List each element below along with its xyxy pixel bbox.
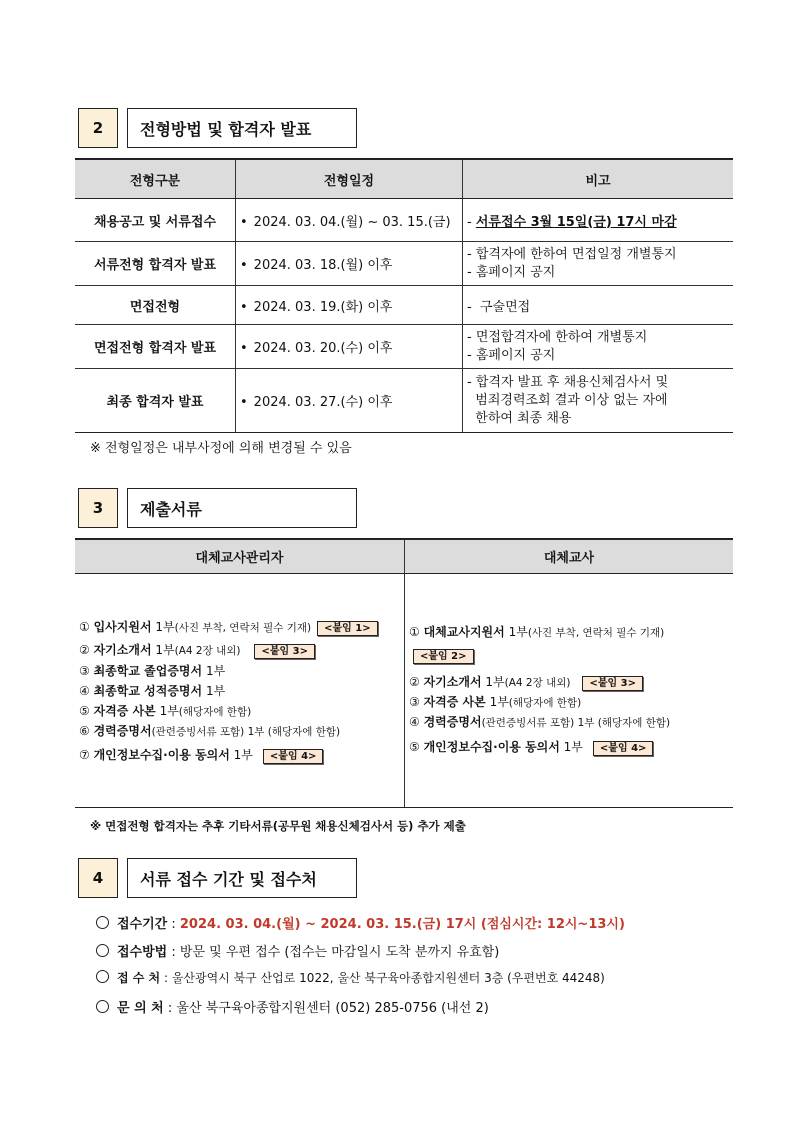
col-header-manager: 대체교사관리자 — [75, 540, 404, 574]
list-item: ④ 최종학교 성적증명서 1부 — [79, 684, 226, 698]
note-cell: - 합격자에 한하여 면접일정 개별통지 - 홈페이지 공지 — [463, 242, 734, 286]
list-item — [413, 646, 474, 664]
reception-period: 접수기간 : 2024. 03. 04.(월) ~ 2024. 03. 15.(금) 17시 (점심시간: 12시~13시) — [96, 913, 625, 932]
table-row — [75, 369, 733, 433]
date-cell: • 2024. 03. 18.(월) 이후 — [236, 242, 463, 286]
circle-bullet-icon — [96, 1000, 109, 1013]
section-4-header — [78, 858, 357, 898]
section-title: 제출서류 — [127, 488, 357, 528]
list-item: ③ 자격증 사본 1부(해당자에 한함) — [409, 695, 582, 709]
reception-contact: 문 의 처 : 울산 북구육아종합지원센터 (052) 285-0756 (내선 2) — [96, 997, 489, 1016]
list-item: ⑥ 경력증명서(관련증빙서류 포함) 1부 (해당자에 한함) — [79, 724, 341, 738]
attachment-tag: <붙임 2> — [413, 649, 474, 664]
note-cell: - 서류접수 3월 15일(금) 17시 마감 — [463, 199, 734, 242]
section-number: 2 — [78, 108, 118, 148]
attachment-tag: <붙임 3> — [254, 644, 315, 659]
list-item: ④ 경력증명서(관련증빙서류 포함) 1부 (해당자에 한함) — [409, 715, 671, 729]
column-divider — [404, 540, 405, 807]
date-cell: • 2024. 03. 20.(수) 이후 — [236, 325, 463, 369]
stage-cell: 면접전형 — [75, 286, 236, 325]
col-header-stage: 전형구분 — [75, 159, 236, 199]
col-header-teacher: 대체교사 — [405, 540, 733, 574]
attachment-tag: <붙임 3> — [582, 676, 643, 691]
list-item: ① 대체교사지원서 1부(사진 부착, 연락처 필수 기재) — [409, 625, 665, 639]
section-number: 4 — [78, 858, 118, 898]
attachment-tag: <붙임 1> — [317, 621, 378, 636]
table-row — [75, 199, 733, 242]
documents-footnote: ※ 면접전형 합격자는 추후 기타서류(공무원 채용신체검사서 등) 추가 제출 — [90, 819, 466, 833]
list-item: ① 입사지원서 1부(사진 부착, 연락처 필수 기재) <붙임 1> — [79, 618, 378, 637]
stage-cell: 서류전형 합격자 발표 — [75, 242, 236, 286]
attachment-tag: <붙임 4> — [263, 749, 324, 764]
documents-table — [75, 538, 733, 808]
list-item: ② 자기소개서 1부(A4 2장 내외) <붙임 3> — [409, 673, 643, 692]
note-cell: - 구술면접 — [463, 286, 734, 325]
col-header-date: 전형일정 — [236, 159, 463, 199]
section-number: 3 — [78, 488, 118, 528]
list-item: ⑤ 자격증 사본 1부(해당자에 한함) — [79, 704, 252, 718]
table-row — [75, 325, 733, 369]
stage-cell: 최종 합격자 발표 — [75, 369, 236, 433]
list-item: ② 자기소개서 1부(A4 2장 내외) <붙임 3> — [79, 641, 315, 660]
reception-place: 접 수 처 : 울산광역시 북구 산업로 1022, 울산 북구육아종합지원센터 3층 (우편번호 44248) — [96, 969, 605, 986]
list-item: ⑦ 개인정보수집·이용 동의서 1부 <붙임 4> — [79, 746, 323, 764]
date-cell: • 2024. 03. 04.(월) ~ 03. 15.(금) — [236, 199, 463, 242]
circle-bullet-icon — [96, 970, 109, 983]
stage-cell: 면접전형 합격자 발표 — [75, 325, 236, 369]
reception-method: 접수방법 : 방문 및 우편 접수 (접수는 마감일시 도착 분까지 유효함) — [96, 941, 499, 960]
schedule-footnote: ※ 전형일정은 내부사정에 의해 변경될 수 있음 — [90, 441, 352, 456]
col-header-note: 비고 — [463, 159, 734, 199]
date-cell: • 2024. 03. 27.(수) 이후 — [236, 369, 463, 433]
circle-bullet-icon — [96, 944, 109, 957]
list-item: ⑤ 개인정보수집·이용 동의서 1부 <붙임 4> — [409, 738, 653, 756]
note-cell: - 면접합격자에 한하여 개별통지 - 홈페이지 공지 — [463, 325, 734, 369]
section-title: 서류 접수 기간 및 접수처 — [127, 858, 357, 898]
attachment-tag: <붙임 4> — [593, 741, 654, 756]
section-3-header — [78, 488, 357, 528]
date-cell: • 2024. 03. 19.(화) 이후 — [236, 286, 463, 325]
schedule-table — [75, 158, 733, 433]
list-item: ③ 최종학교 졸업증명서 1부 — [79, 664, 226, 678]
table-row — [75, 286, 733, 325]
section-title: 전형방법 및 합격자 발표 — [127, 108, 357, 148]
note-cell: - 합격자 발표 후 채용신체검사서 및 범죄경력조회 결과 이상 없는 자에 한하여 최종 채용 — [463, 369, 734, 433]
stage-cell: 채용공고 및 서류접수 — [75, 199, 236, 242]
section-2-header — [78, 108, 357, 148]
table-row — [75, 242, 733, 286]
circle-bullet-icon — [96, 916, 109, 929]
